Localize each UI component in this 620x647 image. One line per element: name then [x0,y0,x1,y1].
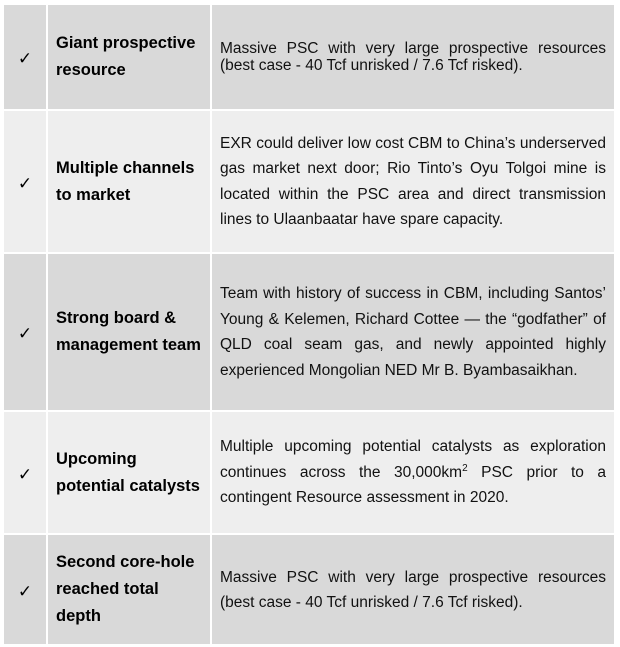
table-row [3,4,615,110]
description-cell [211,411,615,534]
check-icon: ✓ [17,464,33,485]
row-title: Giant prospective resource [56,34,196,79]
check-icon: ✓ [17,49,33,69]
check-icon: ✓ [17,173,33,194]
superscript-2: 2 [462,462,468,474]
row-description: Massive PSC with very large prospective resources (best case - 40 Tcf unrisked / 7.6 Tcf risked). [220,40,606,74]
description-cell [211,253,615,411]
table-row [3,253,615,411]
title-cell [47,253,211,411]
row-description: EXR could deliver low cost CBM to China’s underserved gas market next door; Rio Tinto’s Oyu Tolgoi mine is located within the PSC area and direct transmission lines to Ulaanbaatar have spare capacity. [220,134,606,228]
title-cell [47,110,211,253]
check-cell [3,411,47,534]
row-description [212,434,614,511]
highlights-table [2,3,616,646]
title-cell [47,534,211,645]
description-text-after: PSC prior to a contingent Resource assessment in 2020. [220,463,606,507]
table-row [3,411,615,534]
table-row [3,110,615,253]
check-icon: ✓ [17,324,33,344]
check-cell [3,110,47,253]
description-cell [211,110,615,253]
description-text-before: Multiple upcoming potential catalysts as exploration continues across the 30,000km [220,438,606,481]
check-icon: ✓ [17,581,33,602]
description-cell [211,4,615,110]
check-cell [3,253,47,411]
row-description: Team with history of success in CBM, including Santos’ Young & Kelemen, Richard Cottee — the “godfather” of QLD coal seam gas, and newly appointed highly experienced Mongolian NED Mr B. Byambasaikhan. [220,285,606,379]
row-title: Strong board & management team [56,309,201,354]
row-title: Second core-hole reached total depth [56,553,195,625]
row-description: Massive PSC with very large prospective resources (best case - 40 Tcf unrisked / 7.6 Tcf risked). [220,568,606,611]
title-cell [47,411,211,534]
row-title: Upcoming potential catalysts [56,449,200,495]
row-title: Multiple channels to market [56,158,195,204]
check-cell [3,4,47,110]
table-row [3,534,615,645]
description-cell [211,534,615,645]
title-cell [47,4,211,110]
check-cell [3,534,47,645]
